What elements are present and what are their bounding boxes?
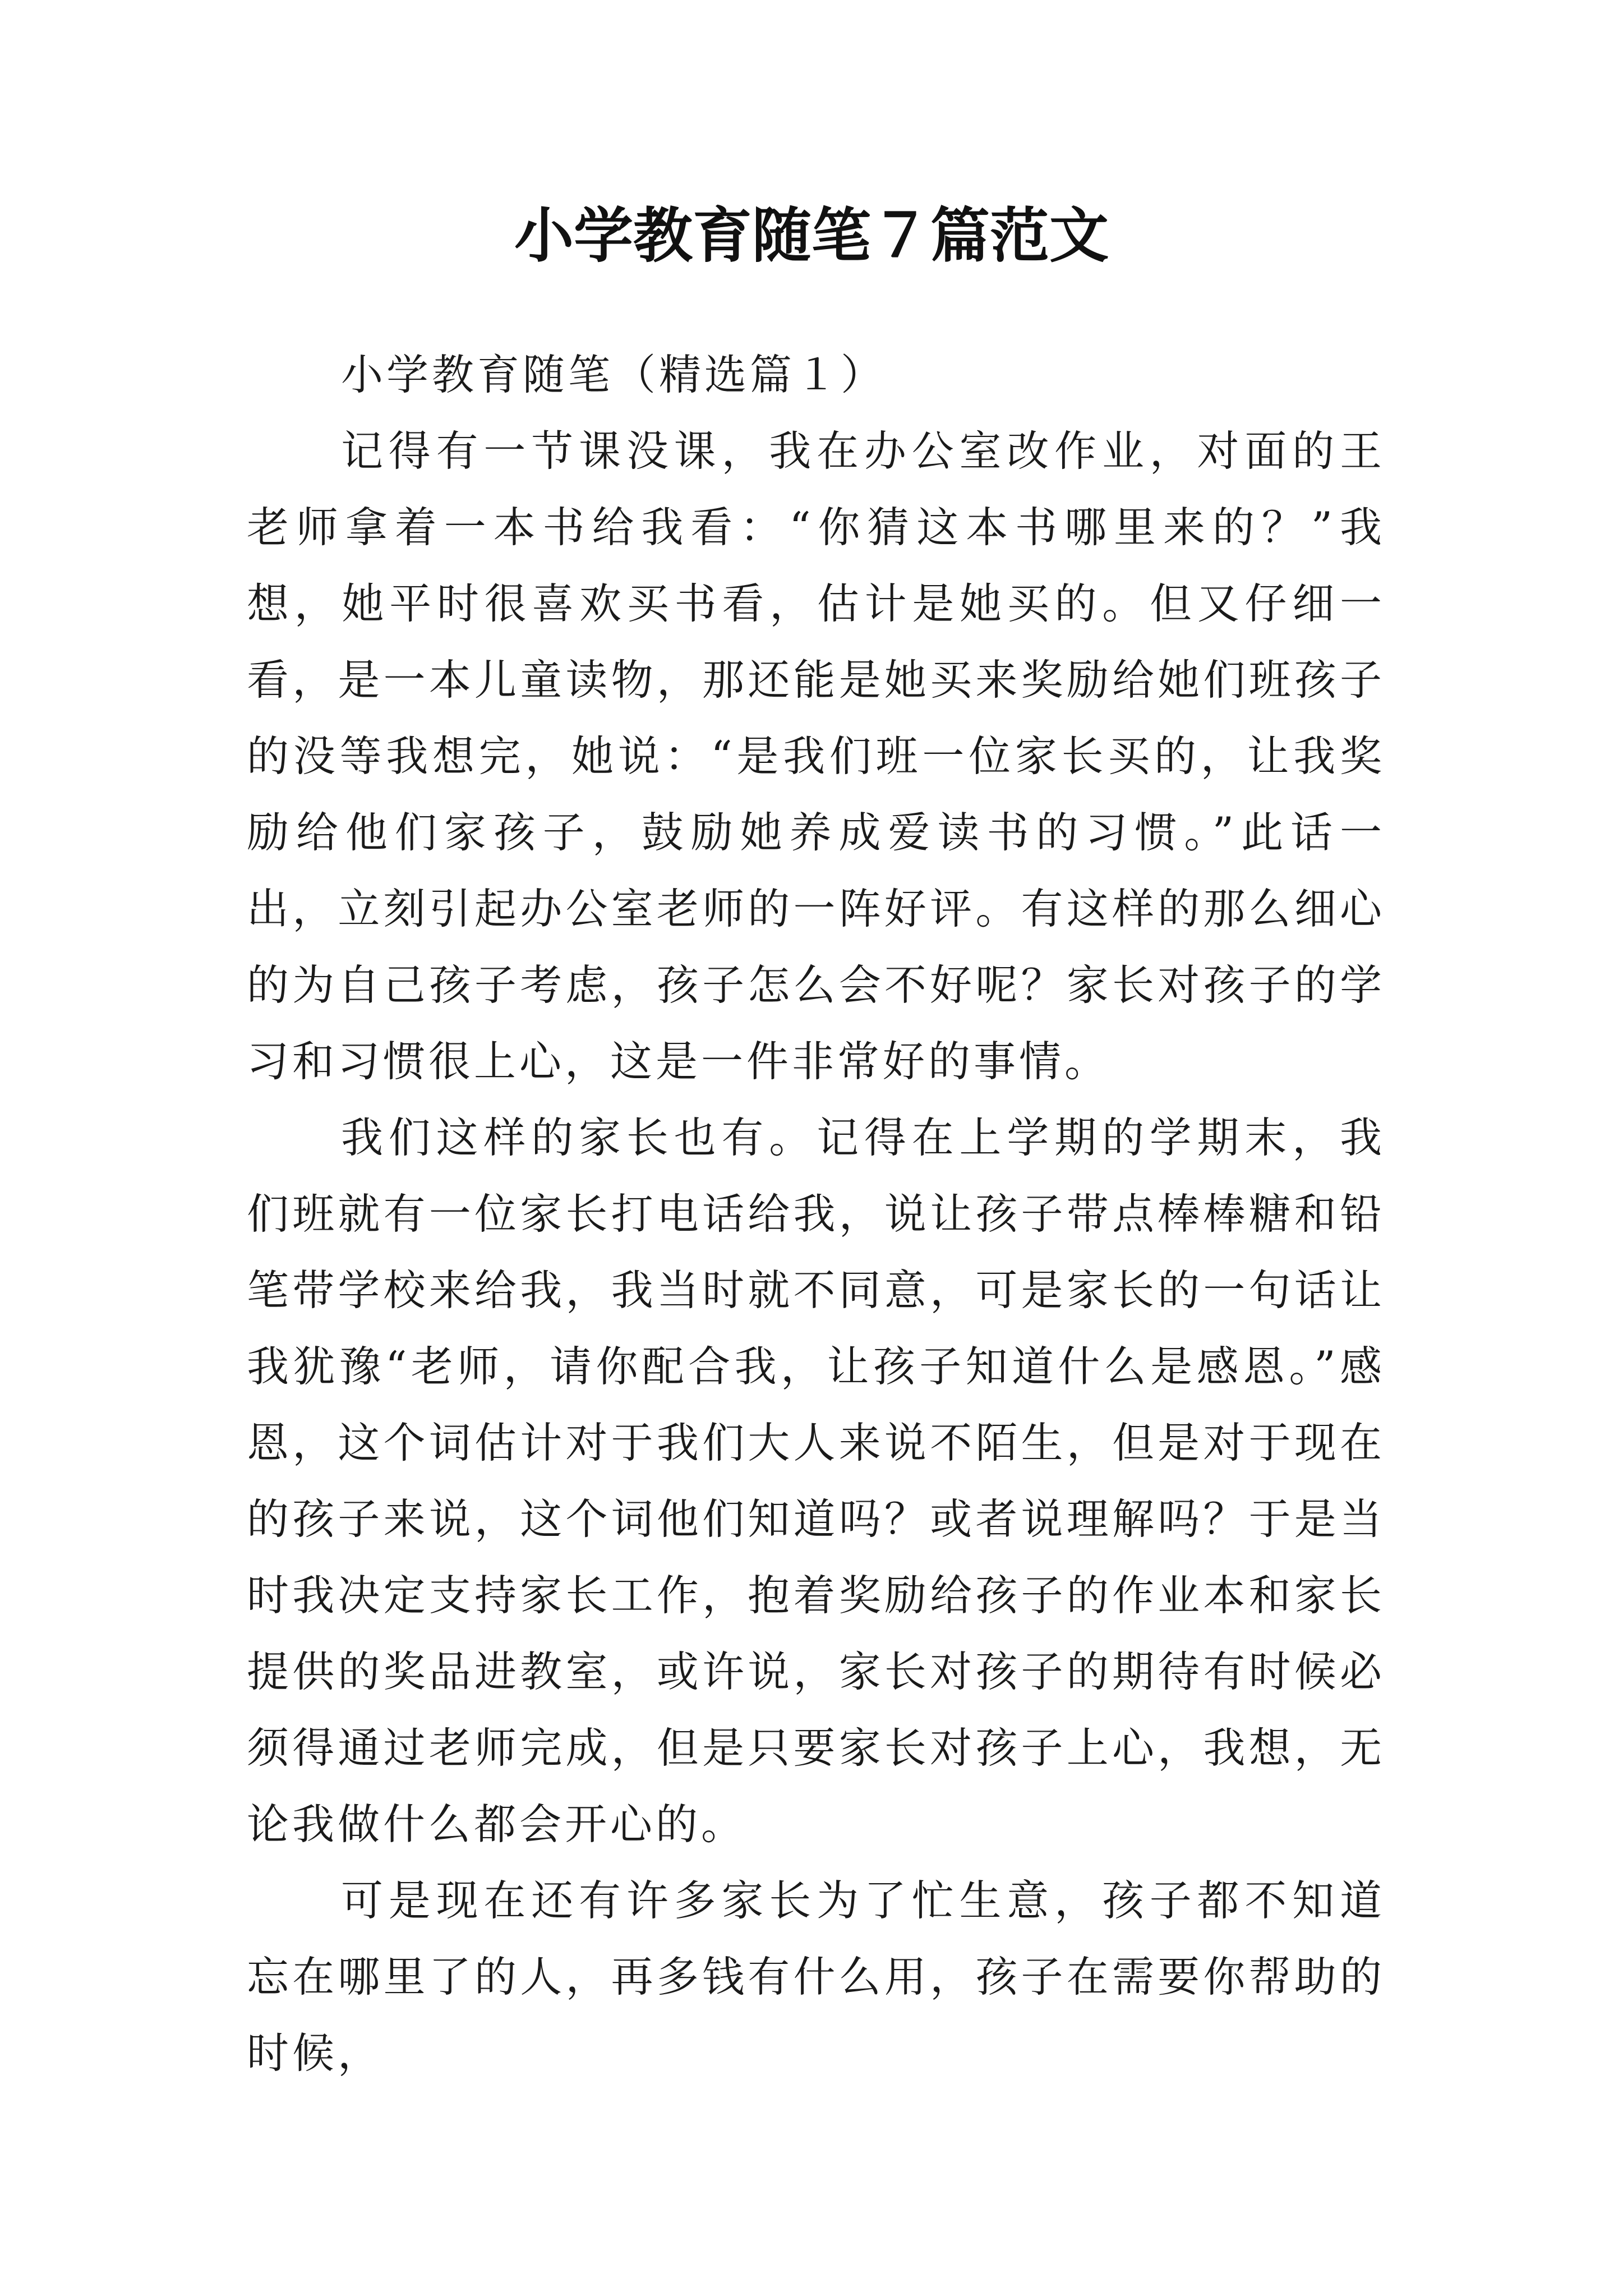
paragraph-1: 记得有一节课没课，我在办公室改作业，对面的王老师拿着一本书给我看：“你猜这本书哪里来的？”我想，她平时很喜欢买书看，估计是她买的。但又仔细一看，是一本儿童读物，那还能是她买来奖励给她们班孩子的没等我想完，她说：“是我们班一位家长买的，让我奖励给他们家孩子，鼓励她养成爱读书的习惯。”此话一出，立刻引起办公室老师的一阵好评。有这样的那么细心的为自己孩子考虑，孩子怎么会不好呢？家长对孩子的学习和习惯很上心，这是一件非常好的事情。 (247, 426, 1385, 1086)
document-title: 小学教育随笔７篇范文 (514, 200, 1109, 270)
paragraph-3: 可是现在还有许多家长为了忙生意，孩子都不知道忘在哪里了的人，再多钱有什么用，孩子在需要你帮助的时候， (247, 1876, 1385, 2078)
paragraph-2: 我们这样的家长也有。记得在上学期的学期末，我们班就有一位家长打电话给我，说让孩子带点棒棒糖和铅笔带学校来给我，我当时就不同意，可是家长的一句话让我犹豫“老师，请你配合我，让孩子知道什么是感恩。”感恩，这个词估计对于我们大人来说不陌生，但是对于现在的孩子来说，这个词他们知道吗？或者说理解吗？于是当时我决定支持家长工作，抱着奖励给孩子的作业本和家长提供的奖品进教室，或许说，家长对孩子的期待有时候必须得通过老师完成，但是只要家长对孩子上心，我想，无论我做什么都会开心的。 (247, 1113, 1385, 1849)
section-heading: 小学教育随笔（精选篇１） (341, 350, 887, 399)
document-body (247, 337, 1385, 2091)
